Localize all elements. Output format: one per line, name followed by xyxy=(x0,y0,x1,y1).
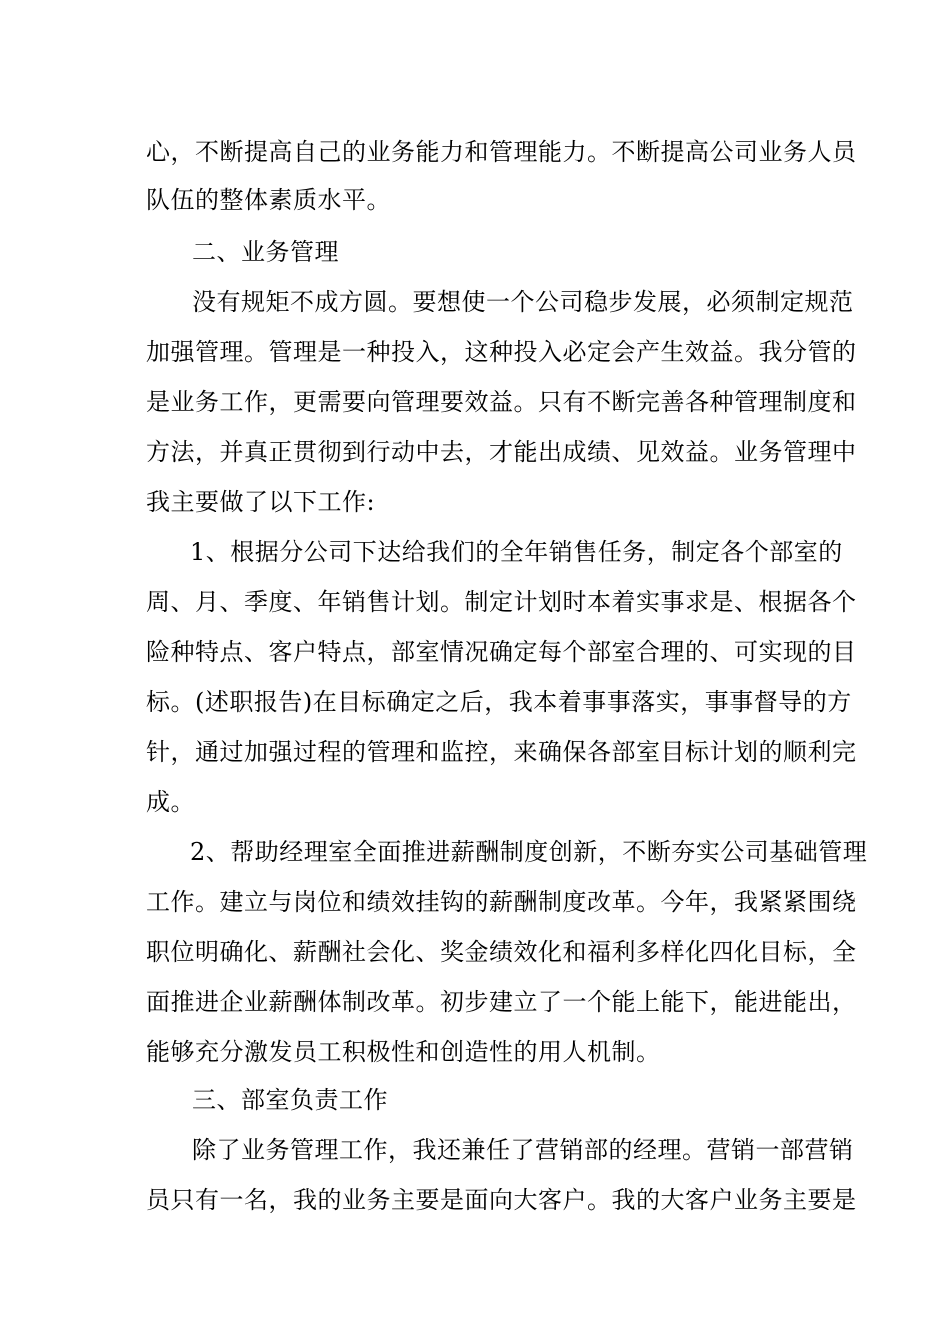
text-line: 针，通过加强过程的管理和监控，来确保各部室目标计划的顺利完 xyxy=(146,738,857,766)
text-line: 标。(述职报告)在目标确定之后，我本着事事落实，事事督导的方 xyxy=(146,688,852,716)
text-line: 成。 xyxy=(146,788,195,816)
text-line: 是业务工作，更需要向管理要效益。只有不断完善各种管理制度和 xyxy=(146,388,857,416)
text-line: 工作。建立与岗位和绩效挂钩的薪酬制度改革。今年，我紧紧围绕 xyxy=(146,888,857,916)
section-heading: 三、部室负责工作 xyxy=(192,1086,388,1114)
text-line: 心，不断提高自己的业务能力和管理能力。不断提高公司业务人员 xyxy=(146,138,857,166)
text-line: 周、月、季度、年销售计划。制定计划时本着实事求是、根据各个 xyxy=(146,588,857,616)
section-heading: 二、业务管理 xyxy=(192,238,339,266)
text-line: 加强管理。管理是一种投入，这种投入必定会产生效益。我分管的 xyxy=(146,338,857,366)
text-line: 员只有一名，我的业务主要是面向大客户。我的大客户业务主要是 xyxy=(146,1186,857,1214)
text-line: 2、帮助经理室全面推进薪酬制度创新，不断夯实公司基础管理 xyxy=(190,838,868,866)
text-line: 职位明确化、薪酬社会化、奖金绩效化和福利多样化四化目标，全 xyxy=(146,938,857,966)
text-line: 队伍的整体素质水平。 xyxy=(146,186,391,214)
text-line: 我主要做了以下工作: xyxy=(146,488,376,516)
text-line: 1、根据分公司下达给我们的全年销售任务，制定各个部室的 xyxy=(190,538,843,566)
text-line: 除了业务管理工作，我还兼任了营销部的经理。营销一部营销 xyxy=(192,1136,854,1164)
text-line: 能够充分激发员工积极性和创造性的用人机制。 xyxy=(146,1038,661,1066)
text-line: 险种特点、客户特点，部室情况确定每个部室合理的、可实现的目 xyxy=(146,638,857,666)
text-line: 方法，并真正贯彻到行动中去，才能出成绩、见效益。业务管理中 xyxy=(146,438,857,466)
text-line: 没有规矩不成方圆。要想使一个公司稳步发展，必须制定规范 xyxy=(192,288,854,316)
text-line: 面推进企业薪酬体制改革。初步建立了一个能上能下，能进能出， xyxy=(146,988,857,1016)
